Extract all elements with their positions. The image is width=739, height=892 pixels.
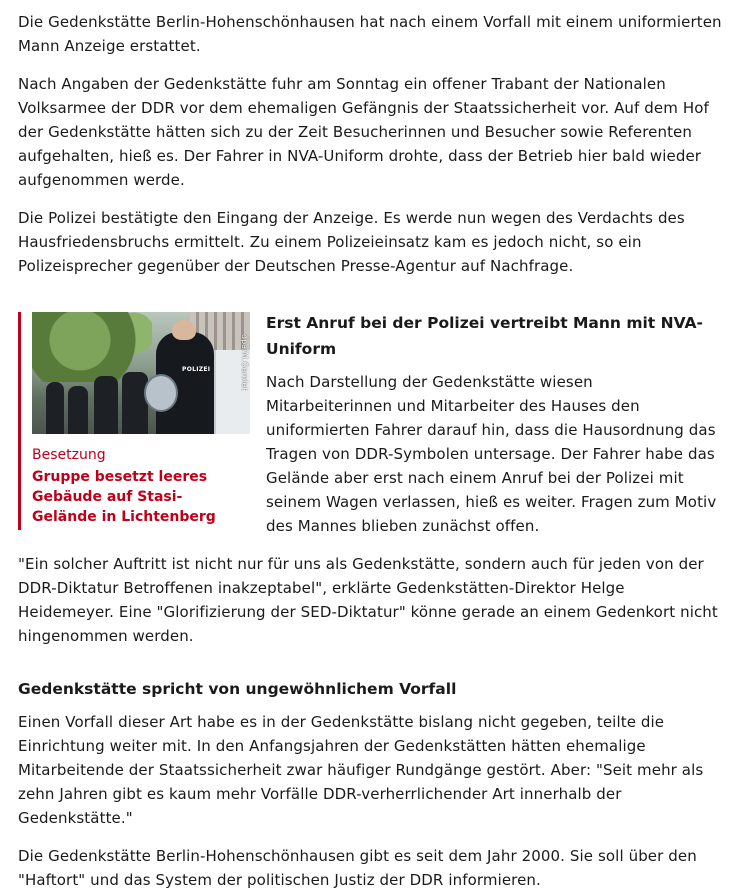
paragraph: Nach Angaben der Gedenkstätte fuhr am Sonntag ein offener Trabant der Nationalen Volksarmee der DDR vor dem ehemaligen Gefängnis der Staatssicherheit vor. Auf dem Hof der Gedenkstätte hätten sich zu der Zeit Besucherinnen und Besucher sowie Referenten aufgehalten, hieß es. Der Fahrer in NVA-Uniform drohte, dass der Betrieb hier bald wieder aufgenommen werde. <box>18 75 709 189</box>
teaser-image[interactable] <box>32 312 250 434</box>
intro-paragraph: Die Gedenkstätte Berlin-Hohenschönhausen hat nach einem Vorfall mit einem uniformierten Mann Anzeige erstattet. <box>18 13 722 55</box>
paragraph: Einen Vorfall dieser Art habe es in der Gedenkstätte bislang nicht gegeben, teilte die Einrichtung weiter mit. In den Anfangsjahren der Gedenkstätten hätten ehemalige Mitarbeitende der Staatssicherheit zwar häufiger Rundgänge gestört. Aber: "Seit mehr als zehn Jahren gibt es kaum mehr Vorfälle DDR-verherrlichender Art innerhalb der Gedenkstätte." <box>18 713 704 827</box>
image-credit: dpa/M.Gerolet <box>240 334 249 391</box>
teaser-title-link[interactable]: Gruppe besetzt leeres Gebäude auf Stasi-Gelände in Lichtenberg <box>32 469 216 525</box>
teaser-kicker: Besetzung <box>32 447 106 463</box>
related-article-teaser[interactable] <box>18 312 250 530</box>
paragraph: Die Gedenkstätte Berlin-Hohenschönhausen gibt es seit dem Jahr 2000. Sie soll über den "Haftort" und das System der politischen Justiz der DDR informieren. <box>18 847 697 889</box>
paragraph: Die Polizei bestätigte den Eingang der Anzeige. Es werde nun wegen des Verdachts des Hausfriedensbruchs ermittelt. Zu einem Polizeieinsatz kam es jedoch nicht, so ein Polizeisprecher gegenüber der Deutschen Presse-Agentur auf Nachfrage. <box>18 209 685 275</box>
section-heading: Erst Anruf bei der Polizei vertreibt Mann mit NVA-Uniform <box>266 314 703 358</box>
paragraph: "Ein solcher Auftritt ist nicht nur für uns als Gedenkstätte, sondern auch für jeden von der DDR-Diktatur Betroffenen inakzeptabel", erklärte Gedenkstätten-Direktor Helge Heidemeyer. Eine "Glorifizierung der SED-Diktatur" könne gerade an einem Gedenkort nicht hingenommen werden. <box>18 555 718 645</box>
paragraph: Nach Darstellung der Gedenkstätte wiesen Mitarbeiterinnen und Mitarbeiter des Hauses den uniformierten Fahrer darauf hin, dass die Hausordnung das Tragen von DDR-Symbolen untersage. Der Fahrer habe das Gelände aber erst nach einem Anruf bei der Polizei mit seinem Wagen verlassen, hieß es weiter. Fragen zum Motiv des Mannes blieben zunächst offen. <box>266 373 717 535</box>
image-text: POLIZEI <box>182 366 211 373</box>
section-heading: Gedenkstätte spricht von ungewöhnlichem Vorfall <box>18 680 457 698</box>
